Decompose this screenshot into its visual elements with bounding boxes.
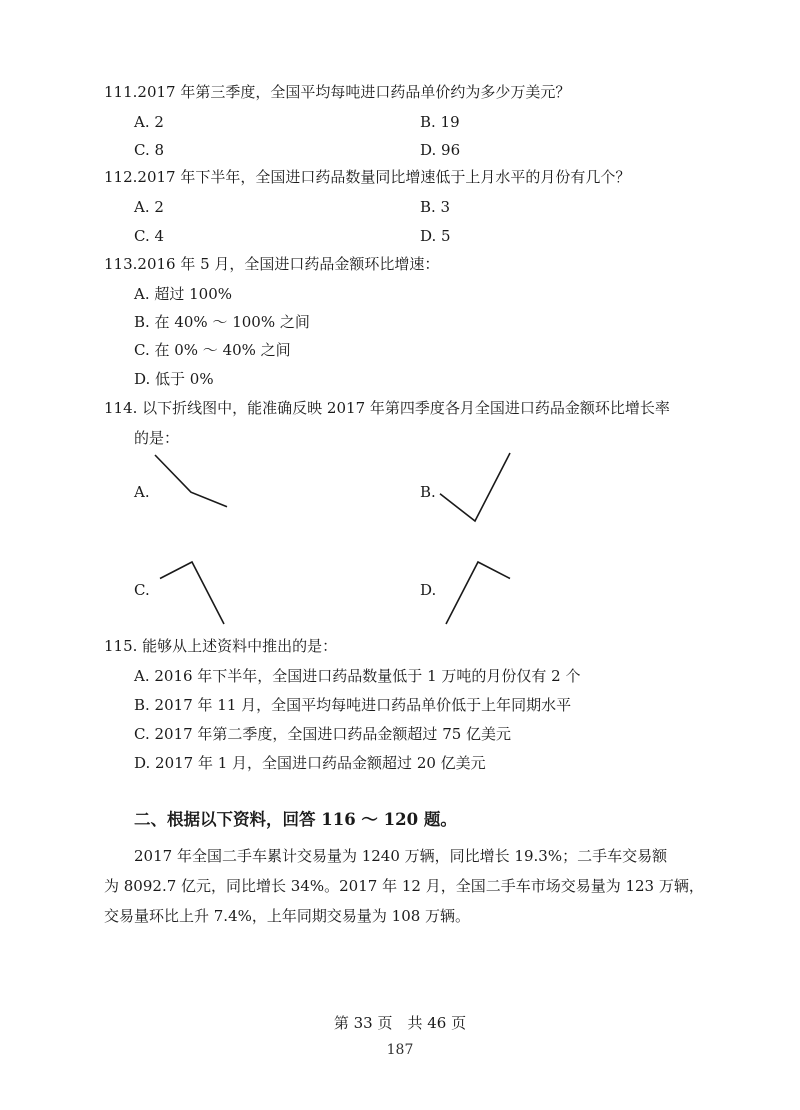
q115-option-b[interactable]: B. 2017 年 11 月，全国平均每吨进口药品单价低于上年同期水平	[134, 696, 572, 714]
page-label: 第 33 页 共 46 页	[333, 1014, 467, 1032]
q114-option-b-line-chart[interactable]	[440, 453, 510, 521]
q111-option-d[interactable]: D. 96	[420, 141, 461, 159]
q112-option-c[interactable]: C. 4	[134, 227, 165, 245]
material-paragraph-line-1: 2017 年全国二手车累计交易量为 1240 万辆，同比增长 19.3%；二手车交易额	[104, 847, 668, 865]
trend-line-d	[446, 562, 510, 624]
q111-option-a[interactable]: A. 2	[134, 113, 164, 131]
q112-option-d[interactable]: D. 5	[420, 227, 451, 245]
trend-line-a	[155, 455, 227, 507]
q115-option-d[interactable]: D. 2017 年 1 月，全国进口药品金额超过 20 亿美元	[134, 754, 486, 772]
question-114-stem-cont: 的是：	[134, 429, 180, 447]
q114-option-a-line-chart[interactable]	[155, 455, 227, 517]
question-111-stem: 111.2017 年第三季度，全国平均每吨进口药品单价约为多少万美元？	[104, 83, 571, 101]
question-115-stem: 115. 能够从上述资料中推出的是：	[104, 637, 338, 655]
q112-option-a[interactable]: A. 2	[134, 198, 164, 216]
q111-option-c[interactable]: C. 8	[134, 141, 165, 159]
q113-option-d[interactable]: D. 低于 0%	[134, 370, 214, 388]
q114-option-d-line-chart[interactable]	[446, 562, 510, 624]
q115-option-c[interactable]: C. 2017 年第二季度，全国进口药品金额超过 75 亿美元	[134, 725, 512, 743]
q114-option-a[interactable]: A.	[134, 483, 150, 501]
q113-option-b[interactable]: B. 在 40% ～ 100% 之间	[134, 313, 310, 331]
trend-line-b	[440, 453, 510, 521]
section-heading: 二、根据以下资料，回答 116 ～ 120 题。	[134, 810, 457, 829]
q114-option-c-line-chart[interactable]	[160, 562, 224, 624]
question-113-stem: 113.2016 年 5 月，全国进口药品金额环比增速：	[104, 255, 440, 273]
q112-option-b[interactable]: B. 3	[420, 198, 451, 216]
material-paragraph-line-3: 交易量环比上升 7.4%，上年同期交易量为 108 万辆。	[104, 907, 471, 925]
question-114-stem: 114. 以下折线图中，能准确反映 2017 年第四季度各月全国进口药品金额环比增长率	[104, 399, 670, 417]
q113-option-a[interactable]: A. 超过 100%	[134, 285, 233, 303]
q114-option-b[interactable]: B.	[420, 483, 436, 501]
q114-option-d[interactable]: D.	[420, 581, 437, 599]
q111-option-b[interactable]: B. 19	[420, 113, 460, 131]
trend-line-c	[160, 562, 224, 624]
q114-option-c[interactable]: C.	[134, 581, 150, 599]
q115-option-a[interactable]: A. 2016 年下半年，全国进口药品数量低于 1 万吨的月份仅有 2 个	[134, 667, 581, 685]
question-112-stem: 112.2017 年下半年，全国进口药品数量同比增速低于上月水平的月份有几个？	[104, 168, 631, 186]
page-number: 187	[386, 1042, 414, 1058]
material-paragraph-line-2: 为 8092.7 亿元，同比增长 34%。2017 年 12 月，全国二手车市场交易量为 123 万辆，	[104, 877, 704, 895]
q113-option-c[interactable]: C. 在 0% ～ 40% 之间	[134, 341, 291, 359]
